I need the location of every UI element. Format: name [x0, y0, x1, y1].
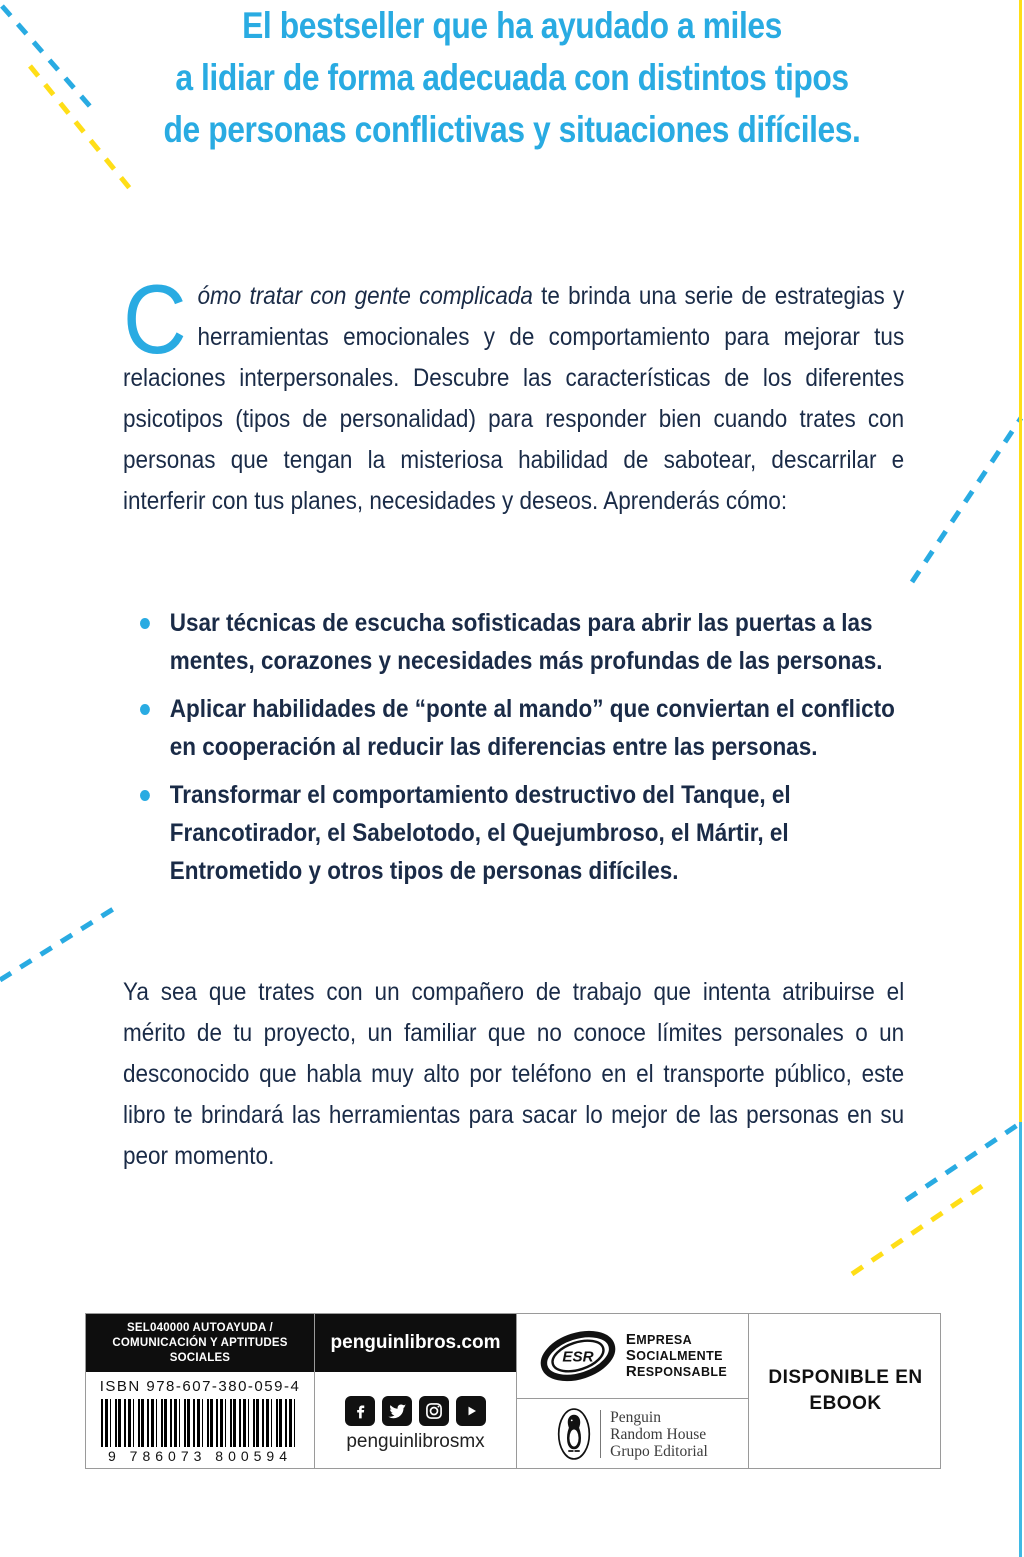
- prh-line: Random House: [610, 1425, 707, 1443]
- list-item: [140, 690, 905, 766]
- category-line: SEL040000 AUTOAYUDA /: [127, 1321, 273, 1334]
- dashed-line-right-upper-blue: [912, 418, 1021, 582]
- bullet-dot: [140, 704, 150, 715]
- closing-paragraph: Ya sea que trates con un compañero de trabajo que intenta atribuirse el mérito de tu proyecto, un familiar que no conoce límites personales o un desconocido que habla muy alto por teléfono en el transporte público, este libro te brindará las herramientas para sacar lo mejor de las personas en su peor momento.: [123, 978, 905, 1170]
- isbn-label: ISBN 978-607-380-059-4: [99, 1378, 301, 1395]
- category-isbn-cell: [86, 1314, 314, 1468]
- esr-logo: [538, 1327, 618, 1385]
- prh-line: Grupo Editorial: [610, 1442, 708, 1460]
- intro-paragraph: [123, 264, 905, 522]
- ebook-cell: [748, 1314, 942, 1468]
- isbn-area: [86, 1378, 314, 1464]
- social-handle: penguinlibrosmx: [346, 1431, 485, 1452]
- esr-line: RESPONSABLE: [625, 1363, 728, 1380]
- list-item: [140, 604, 905, 680]
- esr-text: [626, 1332, 727, 1380]
- instagram-icon: [419, 1396, 449, 1426]
- bullet-list: [140, 604, 905, 900]
- dashed-line-bottom-right-yellow: [852, 1184, 985, 1274]
- ebook-line: EBOOK: [809, 1393, 882, 1414]
- bullet-text: Aplicar habilidades de “ponte al mando” que conviertan el conflicto en cooperación al reducir las diferencias entre las personas.: [169, 695, 895, 761]
- bullet-dot: [140, 618, 150, 629]
- list-item: [140, 776, 905, 890]
- headline: [72, 0, 953, 156]
- youtube-icon: [456, 1396, 486, 1426]
- intro-paragraph-text: te brinda una serie de estrategias y herramientas emocionales y de comportamiento para mejorar tus relaciones interpersonales. Descubre las características de los diferentes psicotipos (tipos de personalidad) para responder bien cuando trates con personas que tengan la misteriosa habilidad de sabotear, descarrilar e interferir con tus planes, necesidades y deseos. Aprenderás cómo:: [123, 282, 905, 515]
- drop-cap: C: [123, 264, 187, 374]
- headline-line: de personas conflictivas y situaciones difíciles.: [163, 109, 861, 150]
- esr-line: SOCIALMENTE: [625, 1347, 723, 1364]
- website-social-cell: [314, 1314, 516, 1468]
- dashed-line-left-middle-blue: [0, 906, 118, 980]
- prh-cell: [517, 1399, 748, 1468]
- prh-line: Penguin: [610, 1408, 661, 1426]
- headline-line: a lidiar de forma adecuada con distintos tipos: [175, 57, 849, 98]
- prh-wordmark: [610, 1409, 708, 1460]
- headline-line: El bestseller que ha ayudado a miles: [242, 5, 782, 46]
- category-line: SOCIALES: [169, 1351, 231, 1364]
- twitter-icon: [382, 1396, 412, 1426]
- barcode: [101, 1399, 299, 1447]
- esr-cell: [517, 1314, 748, 1399]
- social-icons-row: [315, 1396, 516, 1426]
- page-edge-cyan: [1019, 1122, 1022, 1557]
- dashed-line-bottom-right-blue: [906, 1122, 1022, 1200]
- category-line: COMUNICACIÓN Y APTITUDES: [112, 1336, 288, 1349]
- facebook-icon: [345, 1396, 375, 1426]
- category-box: [86, 1314, 314, 1372]
- footer-strip: [85, 1313, 941, 1469]
- logos-cell: [516, 1314, 748, 1468]
- ebook-line: DISPONIBLE EN: [768, 1367, 923, 1388]
- website-box: [315, 1314, 516, 1372]
- website-url: penguinlibros.com: [330, 1332, 501, 1353]
- bullet-text: Usar técnicas de escucha sofisticadas para abrir las puertas a las mentes, corazones y necesidades más profundas de las personas.: [169, 609, 883, 675]
- prh-divider: [600, 1410, 601, 1458]
- svg-text:ESR: ESR: [562, 1348, 594, 1366]
- page-edge-yellow: [1019, 0, 1022, 1122]
- book-title-italic: ómo tratar con gente complicada: [197, 282, 533, 310]
- barcode-digits: 9 786073 800594: [108, 1448, 292, 1464]
- bullet-dot: [140, 790, 150, 801]
- penguin-logo: [557, 1407, 591, 1461]
- esr-line: EMPRESA: [625, 1331, 693, 1348]
- bullet-text: Transformar el comportamiento destructivo del Tanque, el Francotirador, el Sabelotodo, el Quejumbroso, el Mártir, el Entrometido y otros tipos de personas difíciles.: [169, 781, 791, 885]
